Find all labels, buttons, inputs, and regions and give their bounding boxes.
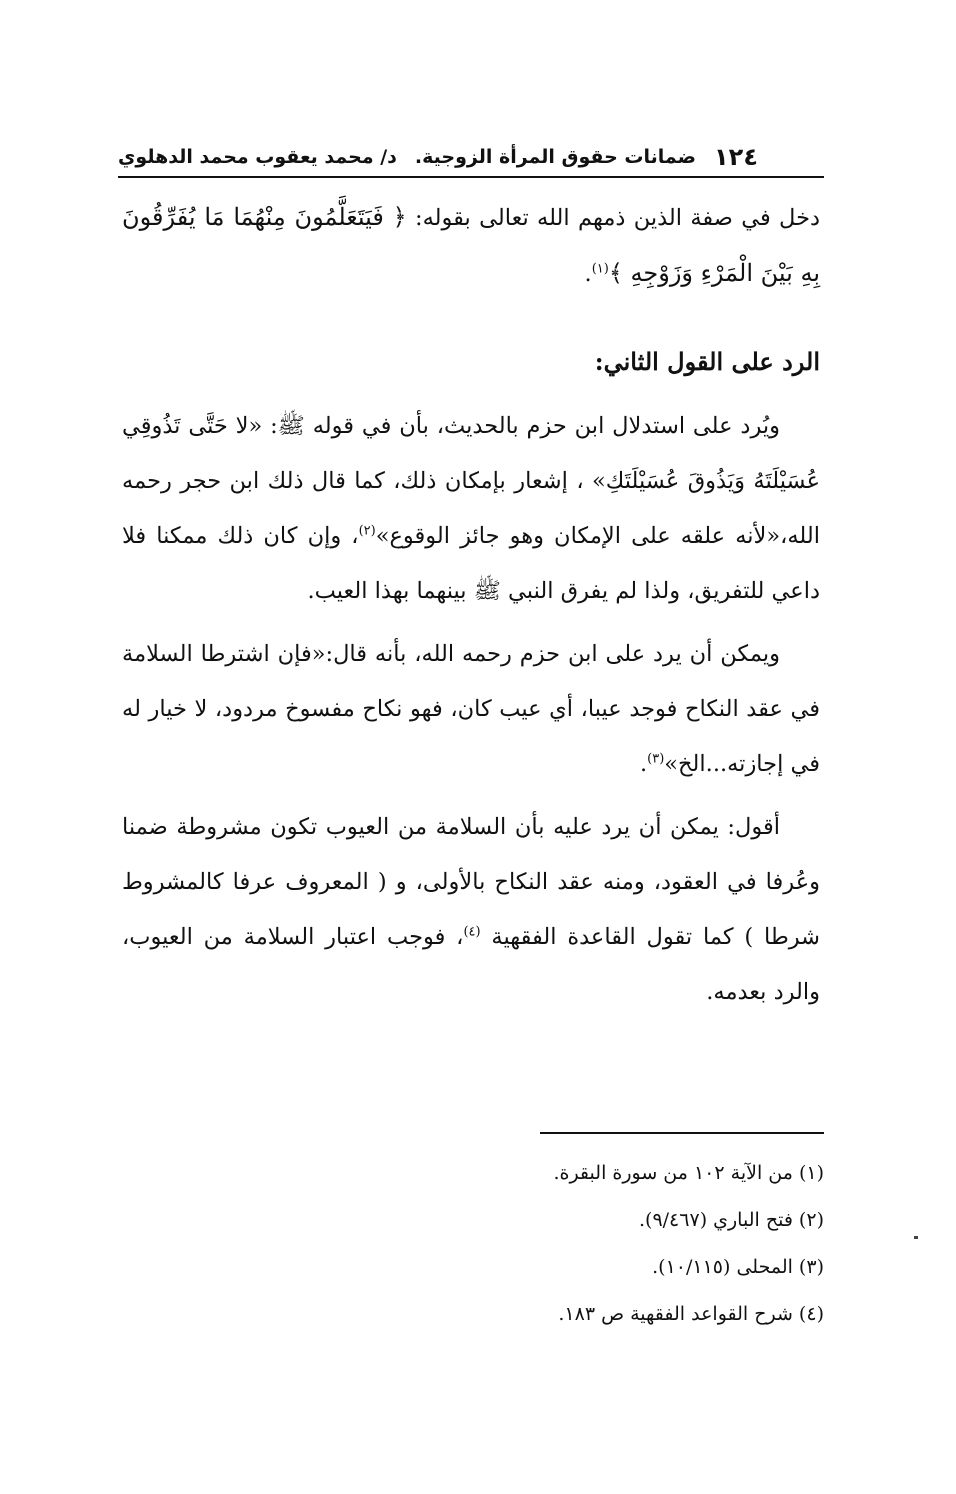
author-name: د/ محمد يعقوب محمد الدهلوي <box>118 146 397 168</box>
page-number: ١٢٤ <box>714 143 758 171</box>
footnote-4: (٤) شرح القواعد الفقهية ص ١٨٣. <box>558 1303 824 1325</box>
book-title: ضمانات حقوق المرأة الزوجية. <box>414 146 697 168</box>
footnotes <box>330 1150 824 1338</box>
footnote-ref-2: (٢) <box>358 523 376 539</box>
paragraph-3: أقول: يمكن أن يرد عليه بأن السلامة من العيوب تكون مشروطة ضمنا وعُرفا في العقود، ومنه عقد النكاح بالأولى، و ( المعروف عرفا كالمشروط شرطا ) كما تقول القاعدة الفقهية $^{(٤)}$، فوجب اعتبار السلامة من العيوب، والرد بعدمه. <box>122 814 820 1005</box>
quran-verse: ﴿ فَيَتَعَلَّمُونَ مِنْهُمَا مَا يُفَرِّقُونَ بِهِ بَيْنَ الْمَرْءِ وَزَوْجِهِ ﴾ <box>122 203 820 287</box>
footnote-ref-4: (٤) <box>463 924 481 940</box>
footnote-ref-3: (٣) <box>647 751 665 767</box>
footnote-1: (١) من الآية ١٠٢ من سورة البقرة. <box>553 1162 824 1184</box>
intro-paragraph: دخل في صفة الذين ذمهم الله تعالى بقوله: ﴿ فَيَتَعَلَّمُونَ مِنْهُمَا مَا يُفَرِّقُونَ بِهِ بَيْنَ الْمَرْءِ وَزَوْجِهِ ﴾$^{(١)}$. <box>122 203 821 287</box>
page-header <box>118 138 824 176</box>
footnote-2: (٢) فتح الباري (٩/٤٦٧). <box>639 1209 824 1231</box>
header-divider <box>118 176 824 178</box>
paragraph-2: ويمكن أن يرد على ابن حزم رحمه الله، بأنه قال:«فإن اشترطا السلامة في عقد النكاح فوجد عيبا، أي عيب كان، فهو نكاح مفسوخ مردود، لا خيار له في إجازته...الخ»$^{(٣)}$. <box>122 641 820 777</box>
section-heading: الرد على القول الثاني: <box>594 347 820 376</box>
footnote-ref-1: (١) <box>591 261 609 277</box>
scan-mark <box>914 1236 918 1239</box>
paragraph-1: ويُرد على استدلال ابن حزم بالحديث، بأن في قوله ﷺ: «لا حَتَّى تَذُوقِي عُسَيْلَتَهُ وَيَذُوقَ عُسَيْلَتَكِ» ، إشعار بإمكان ذلك، كما قال ذلك ابن حجر رحمه الله،«لأنه علقه على الإمكان وهو جائز الوقوع»$^{(٢)}$، وإن كان ذلك ممكنا فلا داعي للتفريق، ولذا لم يفرق النبي ﷺ بينهما بهذا العيب. <box>122 413 820 604</box>
footnote-divider <box>540 1132 824 1134</box>
footnote-3: (٣) المحلى (١٠/١١٥). <box>652 1256 824 1278</box>
main-text <box>122 190 820 1028</box>
